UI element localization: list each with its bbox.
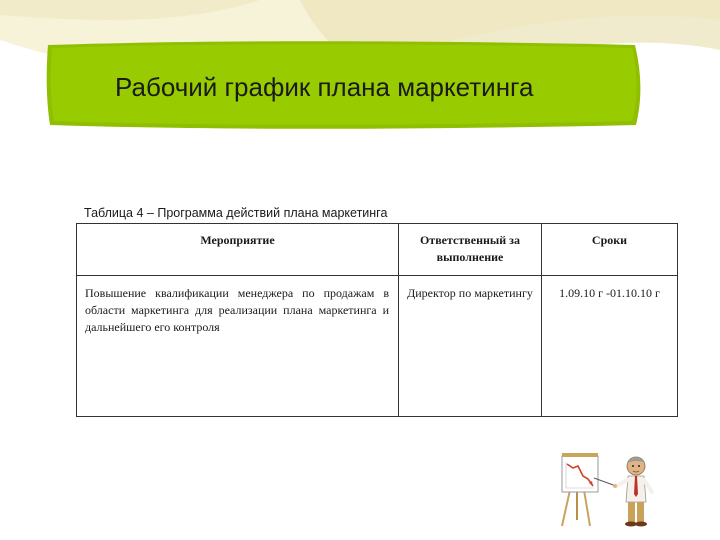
page-title: Рабочий график плана маркетинга	[115, 72, 534, 102]
cell-dates: 1.09.10 г -01.10.10 г	[542, 276, 678, 417]
table-caption: Таблица 4 – Программа действий плана маркетинга	[84, 206, 388, 220]
table-header-row	[77, 224, 678, 276]
header-dates: Сроки	[542, 224, 678, 276]
table-row	[77, 276, 678, 417]
action-plan-table	[76, 223, 678, 417]
title-banner	[0, 0, 720, 140]
header-activity: Мероприятие	[77, 224, 399, 276]
cell-activity: Повышение квалификации менеджера по продажам в области маркетинга для реализации плана маркетинга и дальнейшего его контроля	[77, 276, 399, 417]
presenter-chart-clipart-icon	[548, 450, 668, 528]
cell-responsible: Директор по маркетингу	[399, 276, 542, 417]
header-responsible: Ответственный за выполнение	[399, 224, 542, 276]
